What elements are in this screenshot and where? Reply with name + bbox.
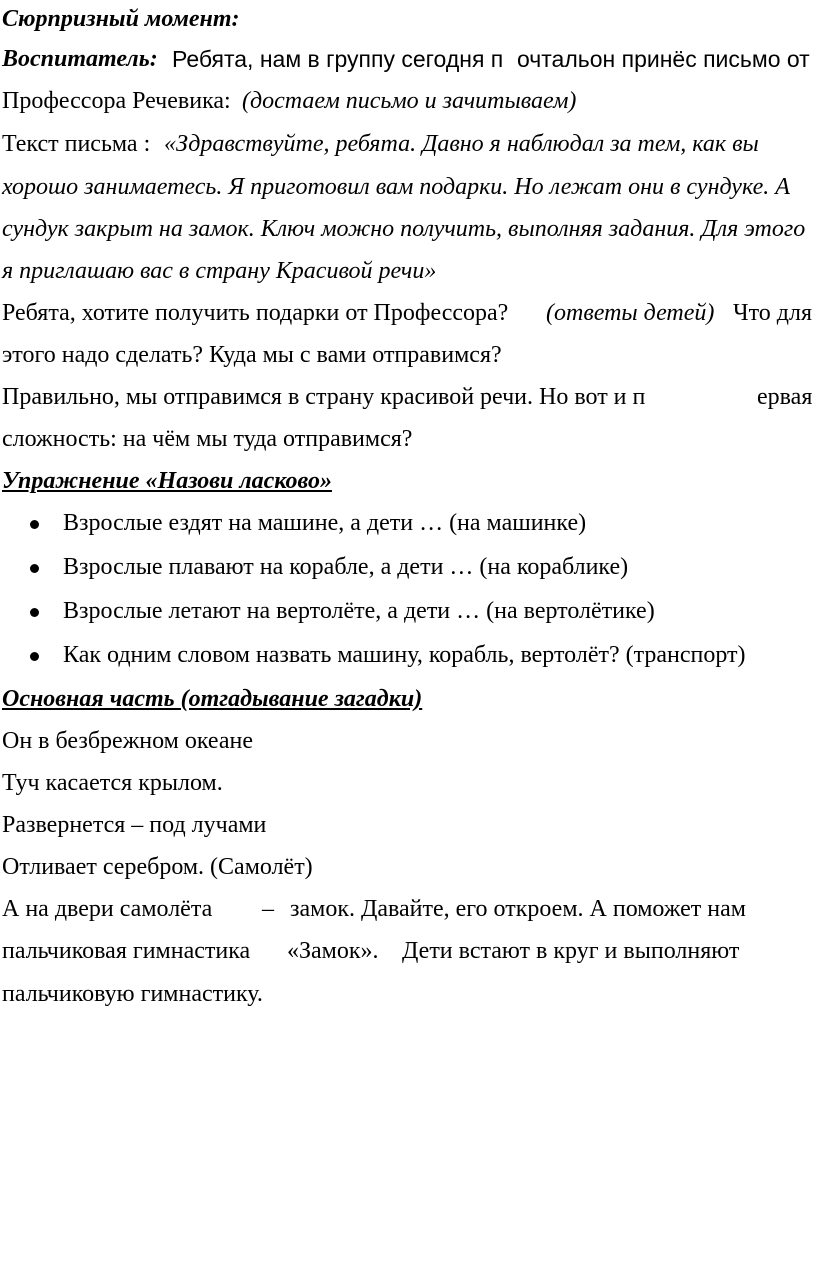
letter-line-4: я приглашаю вас в страну Красивой речи» [2, 258, 437, 284]
teacher-label: Воспитатель: [2, 46, 158, 72]
door-text-2: замок. Давайте, его откроем. А поможет нам [290, 896, 746, 922]
children-answers: (ответы детей) [546, 300, 715, 326]
exercise-item-3: Взрослые летают на вертолёте, а дети … (на вертолётике) [63, 598, 655, 624]
bullet-icon [30, 652, 39, 661]
riddle-line-1: Он в безбрежном океане [2, 728, 254, 754]
exercise-item-4: Как одним словом назвать машину, корабль, вертолёт? (транспорт) [63, 642, 746, 668]
letter-line-1: «Здравствуйте, ребята. Давно я наблюдал за тем, как вы [164, 131, 759, 157]
question-text-end: Что для [733, 300, 812, 326]
letter-line-3: сундук закрыт на замок. Ключ можно получить, выполняя задания. Для этого [2, 216, 806, 242]
exercise-item-1: Взрослые ездят на машине, а дети … (на машинке) [63, 510, 587, 536]
exercise-heading: Упражнение «Назови ласково» [2, 468, 332, 494]
bullet-icon [30, 520, 39, 529]
teacher-text-part2: очтальон принёс письмо от [517, 46, 810, 72]
bullet-icon [30, 608, 39, 617]
question-text: Ребята, хотите получить подарки от Профессора? [2, 300, 509, 326]
question-text-2: этого надо сделать? Куда мы с вами отправимся? [2, 342, 502, 368]
bullet-icon [30, 564, 39, 573]
finger-game-name: «Замок». [287, 938, 379, 964]
right-text-end: ервая [757, 384, 813, 410]
right-text-2: сложность: на чём мы туда отправимся? [2, 426, 413, 452]
riddle-line-2: Туч касается крылом. [2, 770, 223, 796]
door-text: А на двери самолёта [2, 896, 213, 922]
right-text: Правильно, мы отправимся в страну красивой речи. Но вот и п [2, 384, 646, 410]
teacher-text-part1: Ребята, нам в группу сегодня п [172, 46, 504, 72]
riddle-line-4: Отливает серебром. (Самолёт) [2, 854, 313, 880]
professor-text: Профессора Речевика: [2, 88, 231, 114]
surprise-heading: Сюрпризный момент: [2, 6, 240, 32]
letter-line-2: хорошо занимаетесь. Я приготовил вам подарки. Но лежат они в сундуке. А [2, 174, 790, 200]
riddle-line-3: Развернется – под лучами [2, 812, 267, 838]
door-dash: – [262, 896, 274, 922]
letter-label: Текст письма : [2, 131, 151, 157]
finger-text: пальчиковая гимнастика [2, 938, 251, 964]
professor-action: (достаем письмо и зачитываем) [242, 88, 577, 114]
exercise-item-2: Взрослые плавают на корабле, а дети … (на кораблике) [63, 554, 629, 580]
finger-text-end: пальчиковую гимнастику. [2, 981, 263, 1007]
finger-text-2: Дети встают в круг и выполняют [402, 938, 740, 964]
main-heading: Основная часть (отгадывание загадки) [2, 686, 423, 712]
